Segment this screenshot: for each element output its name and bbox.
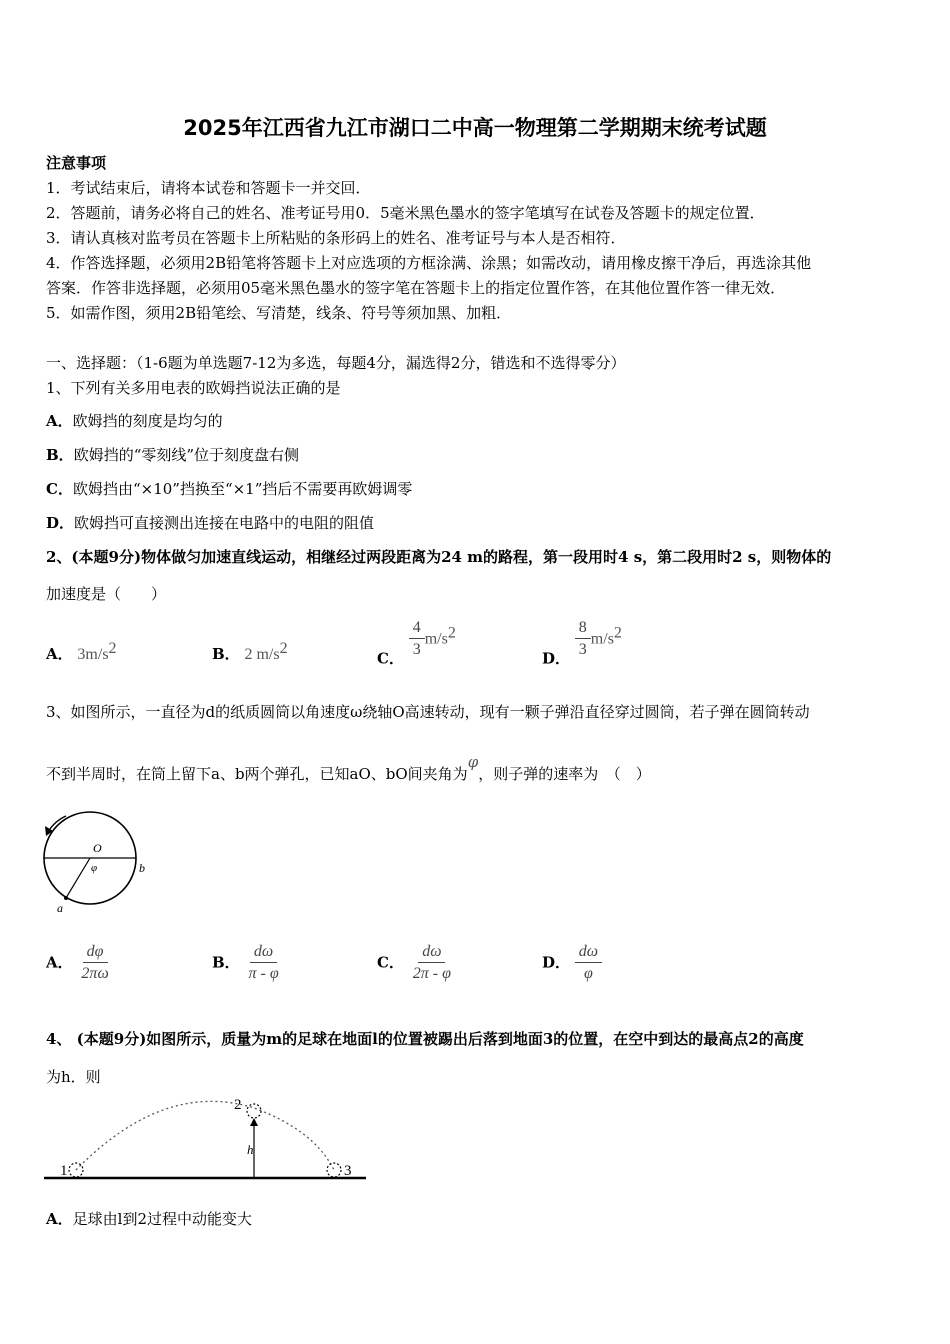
q4-option-a: A．足球由l到2过程中动能变大 [46,1210,252,1228]
label-O: O [93,841,102,855]
notice-item: 5．如需作图，须用2B铅笔绘、写清楚，线条、符号等须加黑、加粗． [46,304,512,322]
page-title: 2025年江西省九江市湖口二中高一物理第二学期期末统考试题 [183,116,767,140]
hole-a [64,896,68,900]
label-2: 2 [234,1097,242,1113]
label-a: a [57,901,63,915]
q2-stem-line2: 加速度是（ ） [46,585,167,603]
notice-item: 4．作答选择题，必须用2B铅笔将答题卡上对应选项的方框涂满、涂黑；如需改动，请用橡皮擦干净后，再选涂其他 [46,254,812,272]
label-3: 3 [344,1163,352,1179]
q2-option-b: B． 2 $m/s^2$ [212,640,288,663]
q1-option-a: A．欧姆挡的刻度是均匀的 [46,412,223,430]
label-b: b [139,861,145,875]
q3-option-c: C． $\frac{d\omega}{2\pi - \varphi}$ [377,943,451,982]
label-phi: φ [91,862,98,874]
q3-option-a: A． $\frac{d\varphi}{2\pi\omega}$ [46,943,109,982]
q2-option-a: A． $3m/s^2$ [46,640,117,663]
q1-option-d: D．欧姆挡可直接测出连接在电路中的电阻的阻值 [46,514,375,532]
notice-item: 1．考试结束后，请将本试卷和答题卡一并交回． [46,179,371,197]
q4-stem-line1: 4、 (本题9分)如图所示，质量为m的足球在地面l的位置被踢出后落到地面3的位置，在空中到达的最高点2的高度 [46,1030,804,1048]
label-1: 1 [60,1163,68,1179]
q3-option-b: B． $\frac{d\omega}{\pi - \varphi}$ [212,943,279,982]
ball-3-icon [327,1163,341,1177]
radius-line [66,858,90,898]
q2-stem-line1: 2、(本题9分)物体做匀加速直线运动，相继经过两段距离为24 m的路程，第一段用时4 s，第二段用时2 s，则物体的 [46,548,832,566]
notice-item: 3．请认真核对监考员在答题卡上所粘贴的条形码上的姓名、准考证号与本人是否相符． [46,229,626,247]
q3-stem-line1: 3、如图所示，一直径为d的纸质圆筒以角速度ω绕轴O高速转动，现有一颗子弹沿直径穿过圆筒，若子弹在圆筒转动 [46,703,810,721]
q3-cylinder-figure [36,804,160,916]
ball-2-icon [247,1104,261,1118]
q1-option-c: C．欧姆挡由“×10”挡换至“×1”挡后不需要再欧姆调零 [46,480,413,498]
section-heading: 一、选择题：（1-6题为单选题7-12为多选，每题4分，漏选得2分，错选和不选得零分） [46,354,626,372]
notice-heading: 注意事项 [46,154,107,172]
notice-item: 答案．作答非选择题，必须用05毫米黑色墨水的签字笔在答题卡上的指定位置作答，在其他位置作答一律无效． [46,279,786,297]
q4-trajectory-figure [44,1090,370,1186]
height-arrow-icon [250,1118,258,1126]
q3-stem-line2: 不到半周时，在筒上留下a、b两个弹孔，已知aO、bO间夹角为φ，则子弹的速率为 （ ） [46,753,651,783]
q4-stem-line2: 为h．则 [46,1068,101,1086]
q1-option-b: B．欧姆挡的“零刻线”位于刻度盘右侧 [46,446,300,464]
q1-stem: 1、下列有关多用电表的欧姆挡说法正确的是 [46,379,341,397]
q2-option-d: D． $\frac{8}{3}$ $m/s^2$ [542,619,622,668]
q2-option-c: C． $\frac{4}{3}$ $m/s^2$ [377,619,456,668]
notice-item: 2．答题前，请务必将自己的姓名、准考证号用0．5毫米黑色墨水的签字笔填写在试卷及答题卡的规定位置． [46,204,765,222]
label-h: h [247,1142,254,1157]
q3-option-d: D． $\frac{d\omega}{\varphi}$ [542,942,602,985]
trajectory-curve [76,1101,334,1170]
